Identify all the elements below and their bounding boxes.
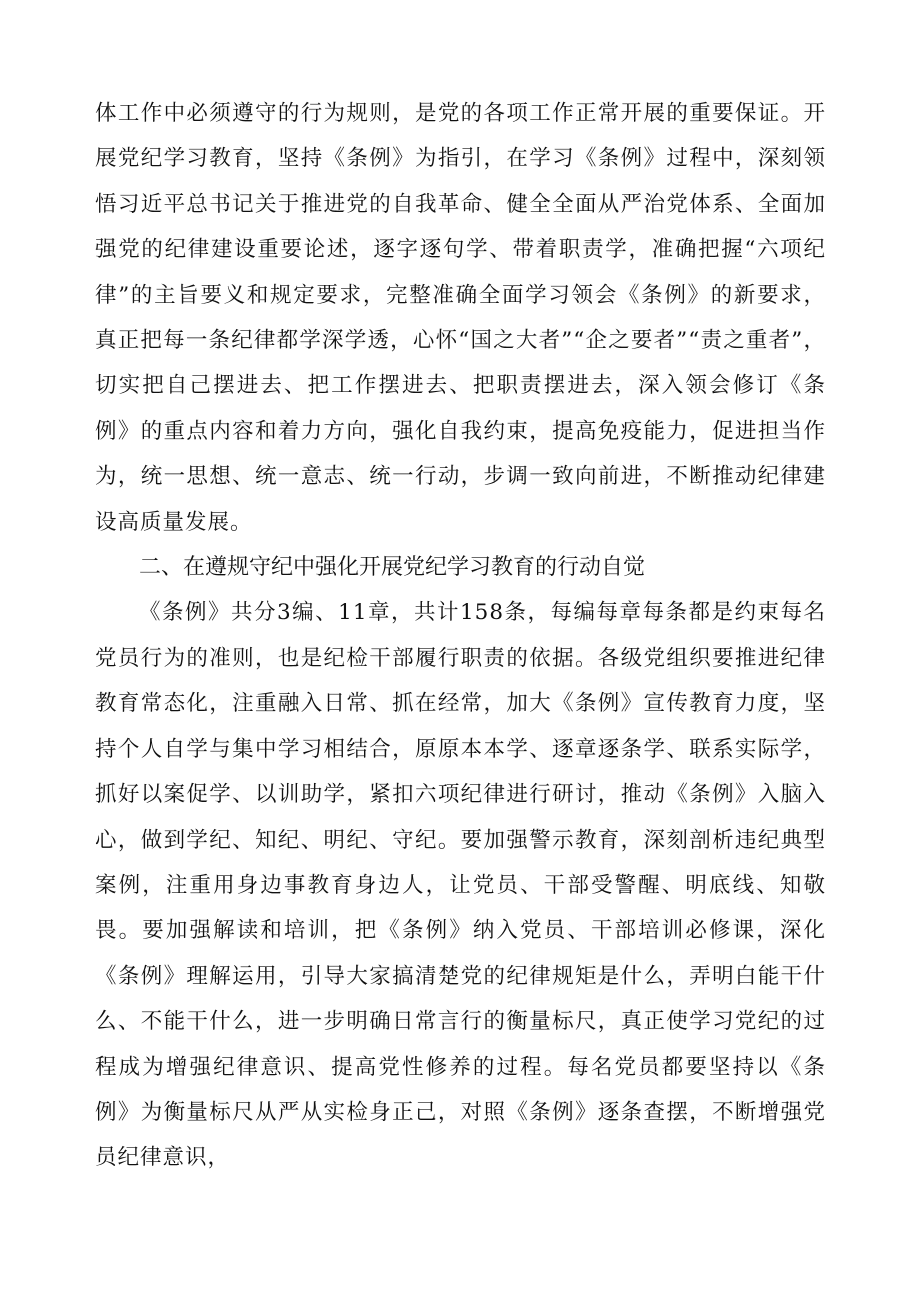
- paragraph-section-two: 《条例》共分3编、11章，共计158条，每编每章每条都是约束每名党员行为的准则，也是纪检干部履行职责的依据。各级党组织要推进纪律教育常态化，注重融入日常、抓在经常，加大《条例》宣传教育力度，坚持个人自学与集中学习相结合，原原本本学、逐章逐条学、联系实际学，抓好以案促学、以训助学，紧扣六项纪律进行研讨，推动《条例》入脑入心，做到学纪、知纪、明纪、守纪。要加强警示教育，深刻剖析违纪典型案例，注重用身边事教育身边人，让党员、干部受警醒、明底线、知敬畏。要加强解读和培训，把《条例》纳入党员、干部培训必修课，深化《条例》理解运用，引导大家搞清楚党的纪律规矩是什么，弄明白能干什么、不能干什么，进一步明确日常言行的衡量标尺，真正使学习党纪的过程成为增强纪律意识、提高党性修养的过程。每名党员都要坚持以《条例》为衡量标尺从严从实检身正己，对照《条例》逐条查摆，不断增强党员纪律意识，: [95, 600, 826, 1171]
- paragraph-continued: 体工作中必须遵守的行为规则，是党的各项工作正常开展的重要保证。开展党纪学习教育，坚持《条例》为指引，在学习《条例》过程中，深刻领悟习近平总书记关于推进党的自我革命、健全全面从严治党体系、全面加强党的纪律建设重要论述，逐字逐句学、带着职责学，准确把握“六项纪律”的主旨要义和规定要求，完整准确全面学习领会《条例》的新要求，真正把每一条纪律都学深学透，心怀“国之大者”“企之要者”“责之重者”，切实把自己摆进去、把工作摆进去、把职责摆进去，深入领会修订《条例》的重点内容和着力方向，强化自我约束，提高免疫能力，促进担当作为，统一思想、统一意志、统一行动，步调一致向前进，不断推动纪律建设高质量发展。: [95, 101, 826, 535]
- document-body: [95, 91, 826, 1181]
- section-heading: 二、在遵规守纪中强化开展党纪学习教育的行动自觉: [139, 555, 646, 581]
